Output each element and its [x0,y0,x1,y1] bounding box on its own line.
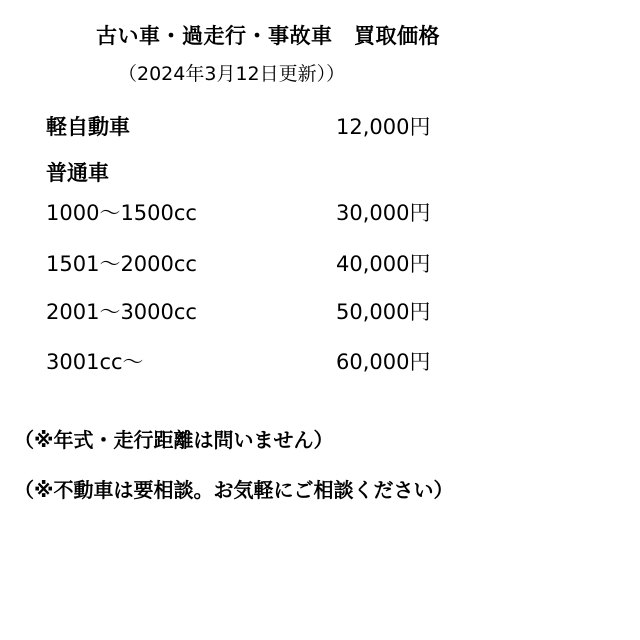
note-year-mileage: （※年式・走行距離は問いません） [14,428,334,452]
category-kei-price: 12,000円 [336,115,431,139]
displacement-3001-label: 3001cc～ [46,350,144,374]
category-kei-label: 軽自動車 [46,115,130,139]
note-non-running: （※不動車は要相談。お気軽にご相談ください） [14,478,454,502]
update-date: （2024年3月12日更新）） [118,63,346,85]
category-futsu-label: 普通車 [46,161,109,185]
page-title: 古い車・過走行・事故車 買取価格 [96,24,440,48]
displacement-1000-1500-label: 1000～1500cc [46,201,197,225]
displacement-1000-1500-price: 30,000円 [336,201,431,225]
displacement-2001-3000-label: 2001～3000cc [46,300,197,324]
displacement-1501-2000-label: 1501～2000cc [46,252,197,276]
displacement-3001-price: 60,000円 [336,350,431,374]
displacement-2001-3000-price: 50,000円 [336,300,431,324]
displacement-1501-2000-price: 40,000円 [336,252,431,276]
